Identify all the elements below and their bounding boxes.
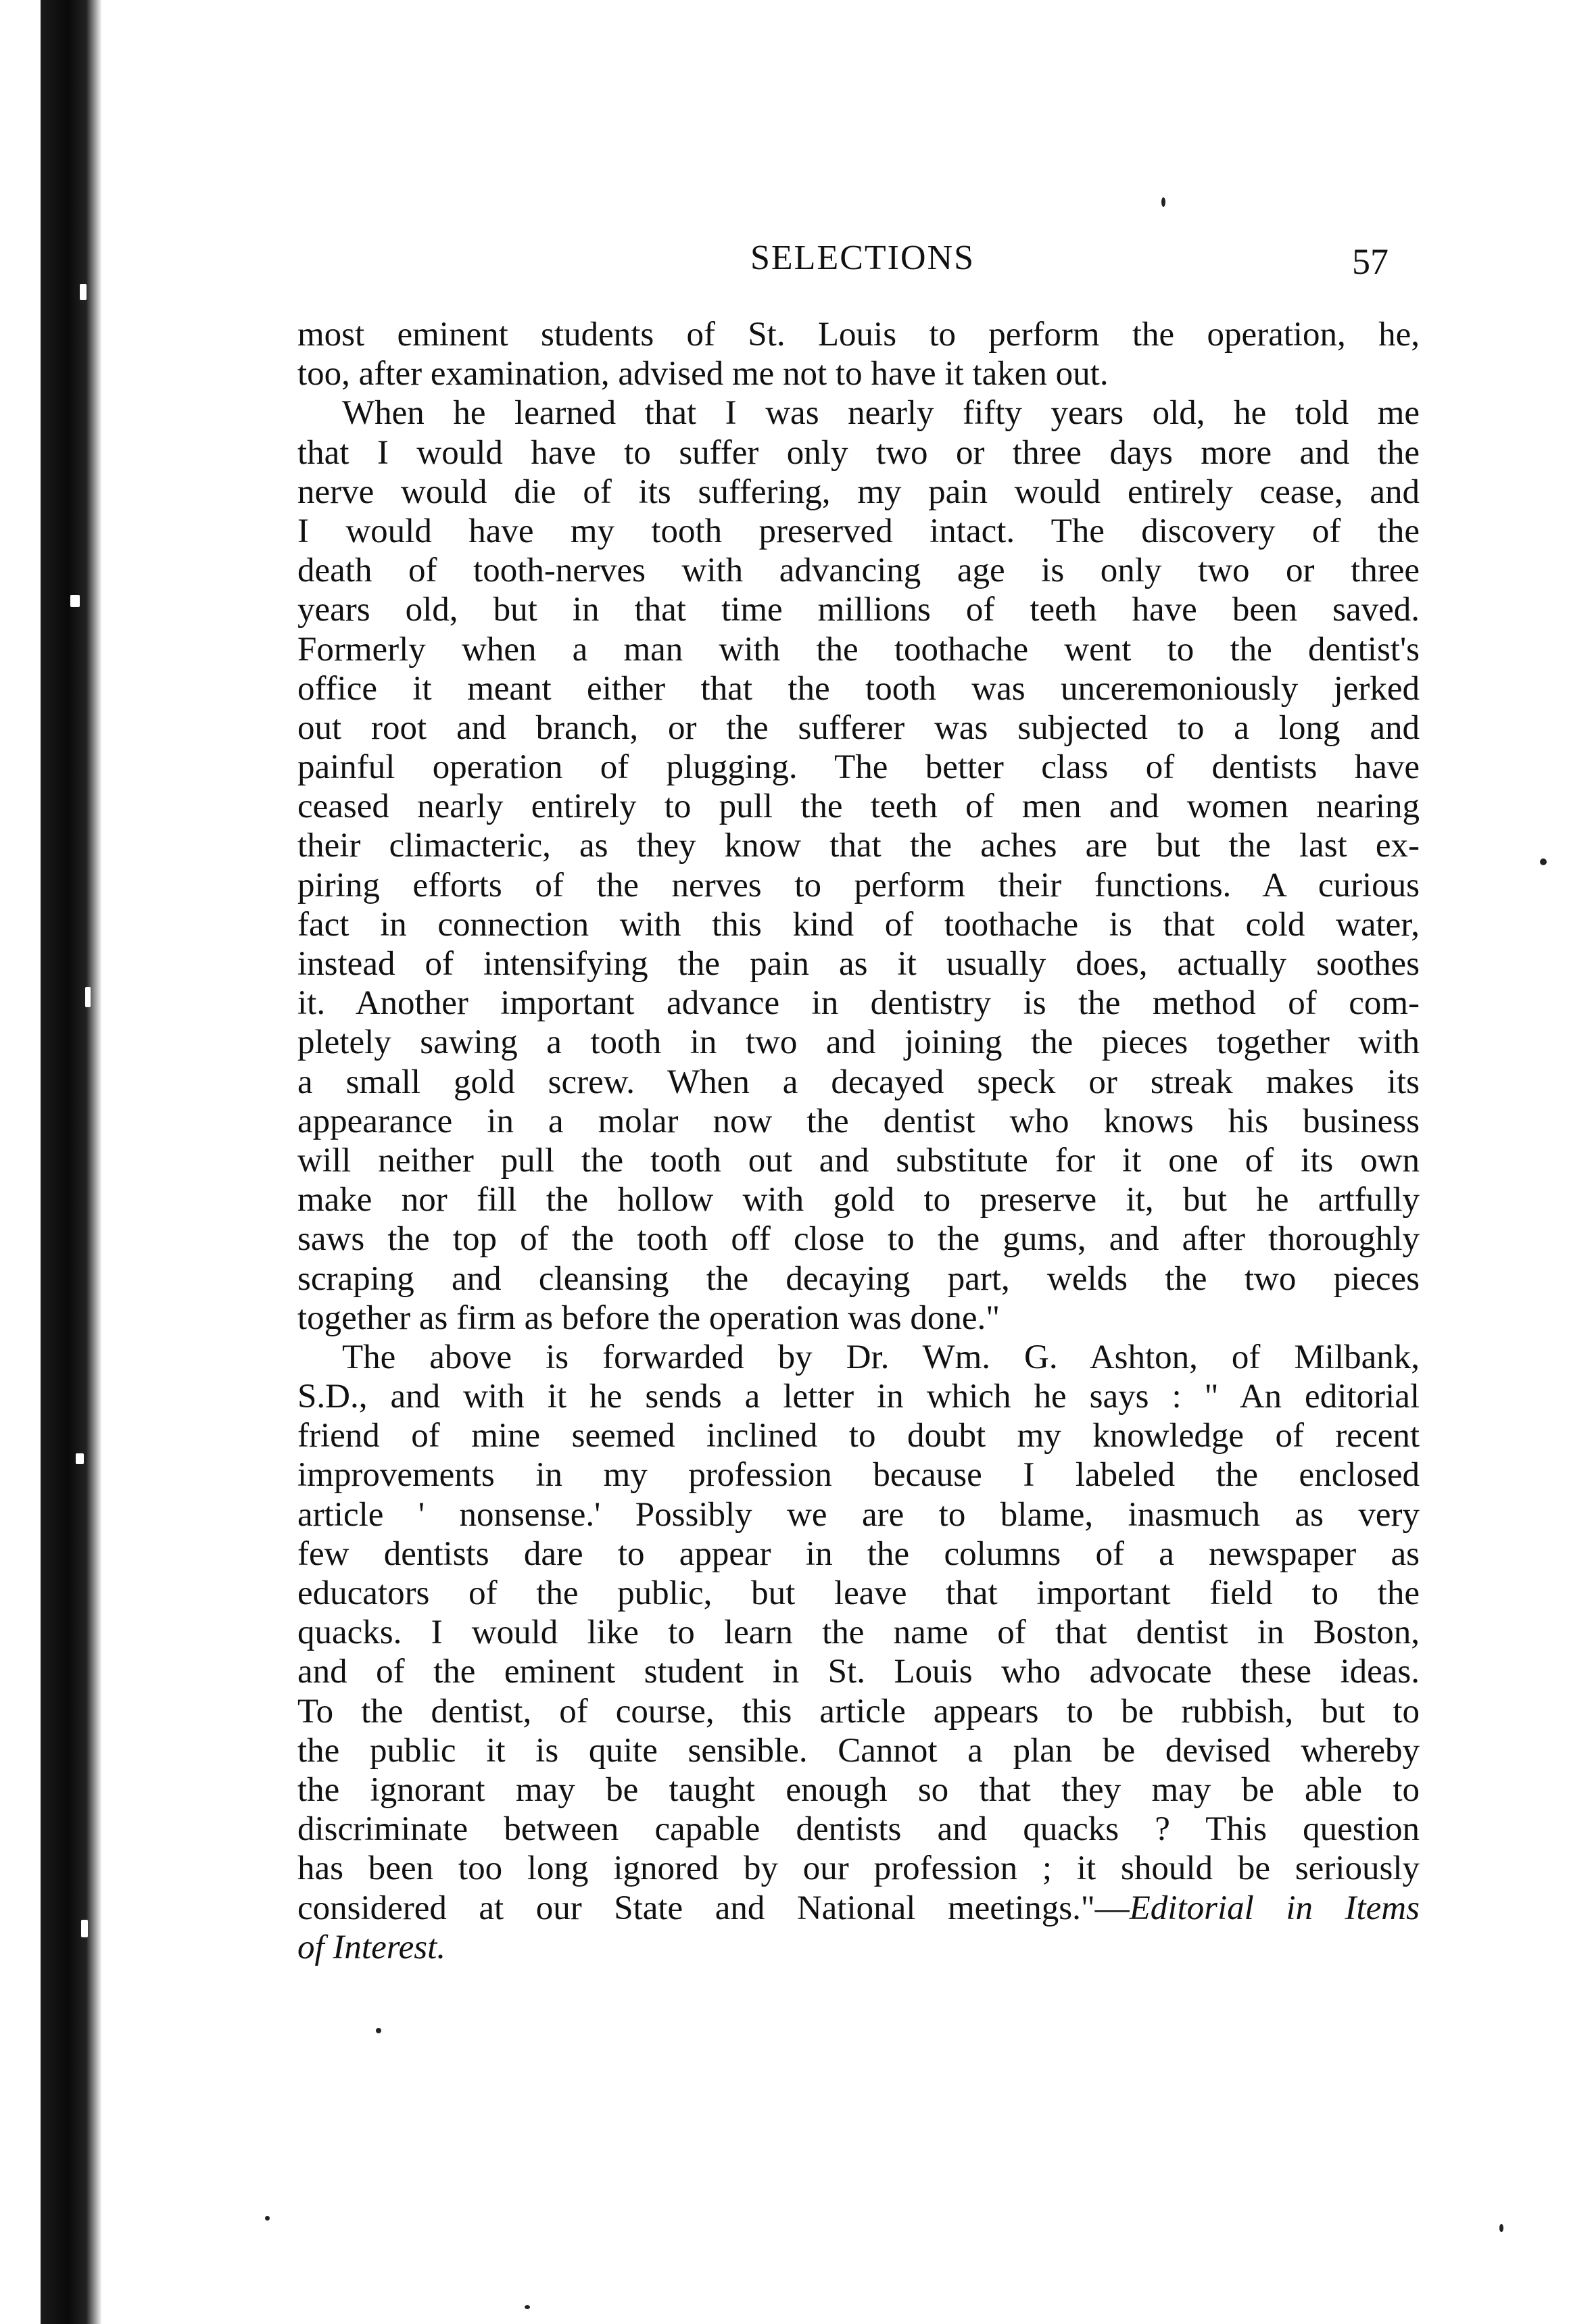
text-line: it. Another important advance in dentistry is the method of com- [297,984,1420,1023]
stray-mark [1161,197,1165,207]
text-line: fact in connection with this kind of toothache is that cold water, [297,905,1420,944]
text-line: death of tooth-nerves with advancing age is only two or three [297,552,1420,590]
running-head: SELECTIONS [750,239,975,277]
source-citation-continued: of Interest. [297,1928,446,1966]
text-line [297,1889,1420,1928]
text-line: make nor fill the hollow with gold to preserve it, but he artfully [297,1181,1420,1219]
text-line: few dentists dare to appear in the columns of a newspaper as [297,1534,1420,1573]
text-line: the public it is quite sensible. Cannot a plan be devised whereby [297,1731,1420,1770]
text-line: The above is forwarded by Dr. Wm. G. Ashton, of Milbank, [342,1338,1420,1376]
binding-speck [76,1453,84,1464]
text-line: years old, but in that time millions of teeth have been saved. [297,591,1420,629]
binding-speck [80,284,87,300]
text-line: saws the top of the tooth off close to the gums, and after thoroughly [297,1220,1420,1259]
text-line: out root and branch, or the sufferer was subjected to a long and [297,708,1420,747]
page-number: 57 [1352,241,1389,282]
text-line: improvements in my profession because I labeled the enclosed [297,1456,1420,1495]
text-line: the ignorant may be taught enough so that they may be able to [297,1770,1420,1809]
text-line: will neither pull the tooth out and substitute for it one of its own [297,1141,1420,1180]
text-line: their climacteric, as they know that the aches are but the last ex- [297,827,1420,865]
text-line: together as firm as before the operation was done." [297,1299,1000,1337]
text-line: instead of intensifying the pain as it usually does, actually soothes [297,945,1420,983]
body-text [297,315,1420,1967]
binding-edge [41,0,101,2324]
text-line: piring efforts of the nerves to perform their functions. A curious [297,866,1420,904]
text-line: too, after examination, advised me not to have it taken out. [297,355,1109,393]
text-line: pletely sawing a tooth in two and joining the pieces together with [297,1023,1420,1062]
binding-speck [70,595,80,607]
text-line: that I would have to suffer only two or three days more and the [297,433,1420,472]
text-line: most eminent students of St. Louis to perform the operation, he, [297,316,1420,354]
text-line: nerve would die of its suffering, my pain would entirely cease, and [297,473,1420,511]
stray-mark [1499,2224,1503,2232]
text-line: article ' nonsense.' Possibly we are to blame, inasmuch as very [297,1495,1420,1534]
text-line: ceased nearly entirely to pull the teeth of men and women nearing [297,788,1420,826]
binding-speck [81,1920,88,1937]
text-line: appearance in a molar now the dentist who knows his business [297,1102,1420,1140]
text-line: and of the eminent student in St. Louis who advocate these ideas. [297,1653,1420,1691]
text-line-content: considered at our State and National meetings."— [297,1889,1130,1927]
stray-mark [525,2305,530,2309]
text-line: painful operation of plugging. The better class of dentists have [297,748,1420,787]
text-line: To the dentist, of course, this article appears to be rubbish, but to [297,1692,1420,1730]
text-line: discriminate between capable dentists and quacks ? This question [297,1810,1420,1849]
text-line: educators of the public, but leave that important field to the [297,1574,1420,1612]
text-line: office it meant either that the tooth was unceremoniously jerked [297,669,1420,708]
text-line: S.D., and with it he sends a letter in which he says : " An editorial [297,1378,1420,1416]
text-line: a small gold screw. When a decayed speck or streak makes its [297,1063,1420,1101]
stray-mark [376,2028,381,2033]
stray-mark [1540,858,1547,865]
text-line: I would have my tooth preserved intact. The discovery of the [297,512,1420,550]
text-line: scraping and cleansing the decaying part, welds the two pieces [297,1259,1420,1298]
stray-mark [265,2216,270,2221]
binding-speck [85,987,91,1007]
source-citation: Editorial in Items [1129,1889,1420,1927]
text-line: Formerly when a man with the toothache went to the dentist's [297,630,1420,669]
text-line: has been too long ignored by our profession ; it should be seriously [297,1849,1420,1888]
text-line: friend of mine seemed inclined to doubt my knowledge of recent [297,1417,1420,1455]
text-line: quacks. I would like to learn the name of that dentist in Boston, [297,1614,1420,1652]
text-line: When he learned that I was nearly fifty years old, he told me [342,394,1420,433]
